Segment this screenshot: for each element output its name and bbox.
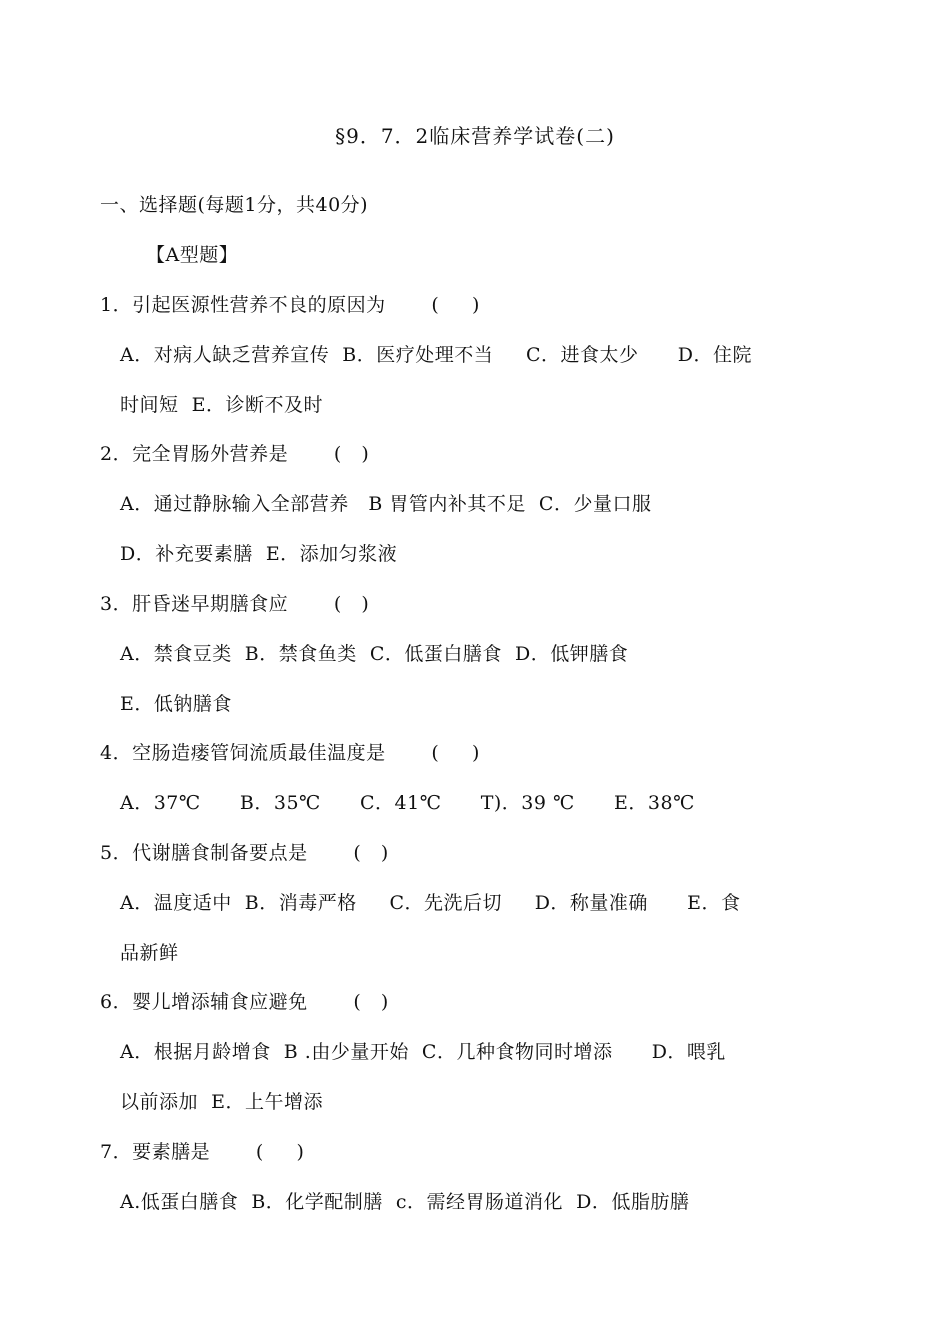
question-options: 时间短 E．诊断不及时 [120,394,323,416]
question-options: D．补充要素膳 E．添加匀浆液 [120,543,398,565]
section-heading: 一、选择题(每题1分，共40分) [100,194,369,216]
question-stem: 1．引起医源性营养不良的原因为 ( ) [100,294,480,316]
question-options: E．低钠膳食 [120,693,232,715]
question-options: A．禁食豆类 B．禁食鱼类 C．低蛋白膳食 D．低钾膳食 [120,643,629,665]
question-options: A．根据月龄增食 B .由少量开始 C．几种食物同时增添 D．喂乳 [120,1041,726,1063]
page-title: §9．7．2临床营养学试卷(二) [335,124,615,148]
question-stem: 7．要素膳是 ( ) [100,1141,305,1163]
question-options: A．对病人缺乏营养宣传 B．医疗处理不当 C．进食太少 D．住院 [120,344,752,366]
question-stem: 6．婴儿增添辅食应避免 ( ) [100,991,389,1013]
question-options: A．温度适中 B．消毒严格 C．先洗后切 D．称量准确 E．食 [120,892,741,914]
question-options: A.低蛋白膳食 B．化学配制膳 c．需经胃肠道消化 D．低脂肪膳 [120,1191,690,1213]
question-type-label: 【A型题】 [146,244,239,266]
question-options: 以前添加 E．上午增添 [120,1091,323,1113]
question-options: 品新鲜 [120,942,179,964]
question-stem: 5．代谢膳食制备要点是 ( ) [100,842,389,864]
question-stem: 4．空肠造瘘管饲流质最佳温度是 ( ) [100,742,480,764]
question-options: A．37℃ B．35℃ C．41℃ T)．39 ℃ E．38℃ [120,792,695,814]
question-stem: 2．完全胃肠外营养是 ( ) [100,443,370,465]
question-options: A．通过静脉输入全部营养 B 胃管内补其不足 C．少量口服 [120,493,652,515]
question-stem: 3．肝昏迷早期膳食应 ( ) [100,593,370,615]
